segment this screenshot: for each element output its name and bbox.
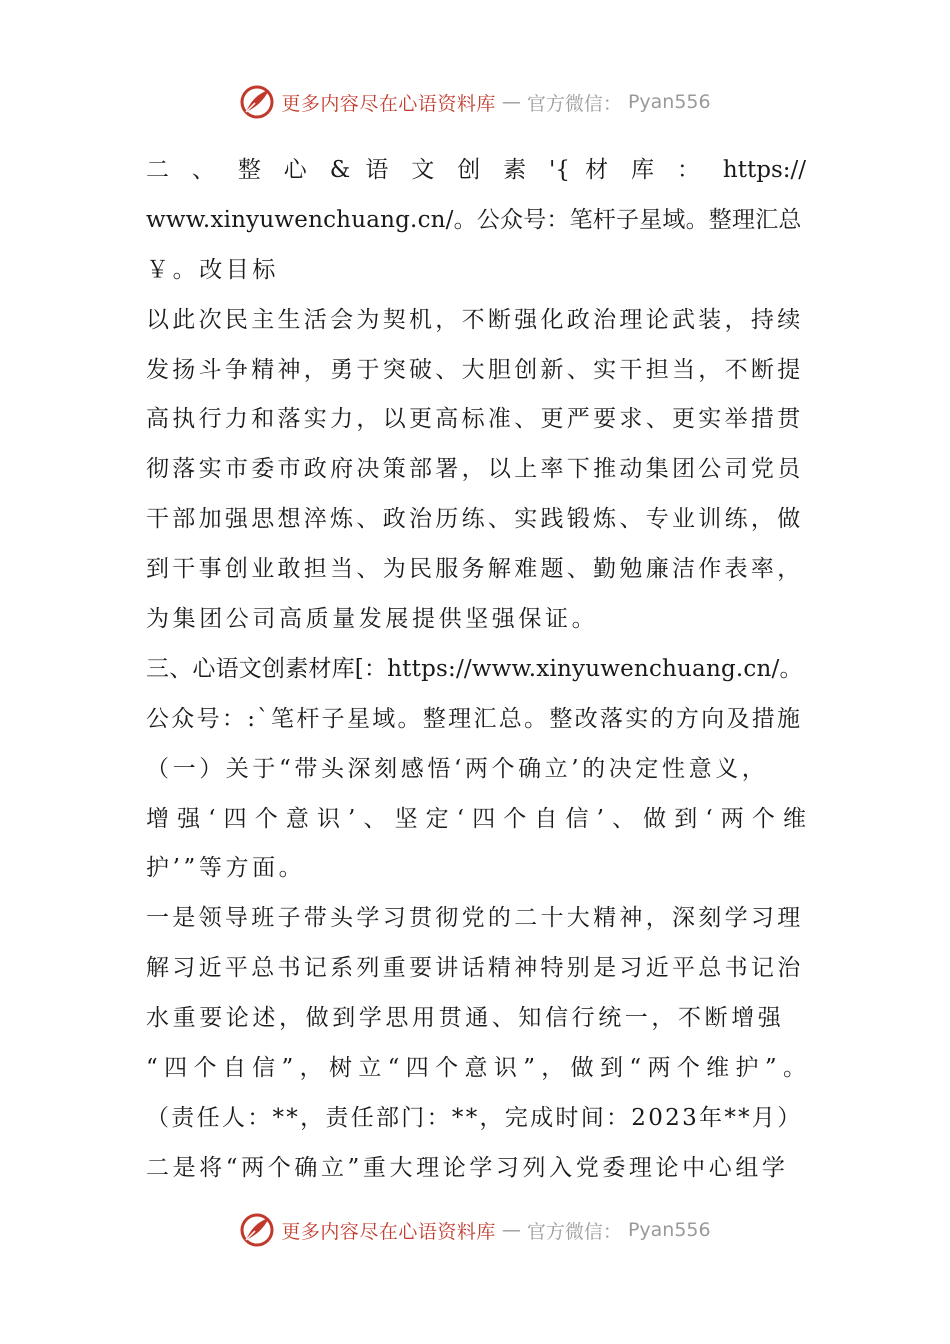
body-line-15: 护’”等方面。 — [146, 855, 306, 882]
header-wechat-id: Pyan556 — [627, 91, 711, 113]
body-line-12: 公众号：:`笔杆子星域。整理汇总。整改落实的方向及措施 — [146, 705, 803, 732]
document-body — [146, 146, 806, 1194]
body-line-19: “四个自信”，树立“四个意识”，做到“两个维护”。 — [146, 1055, 806, 1082]
body-line-3: ￥。改目标 — [146, 256, 279, 283]
body-line-16: 一是领导班子带头学习贯彻党的二十大精神，深刻学习理 — [146, 905, 804, 932]
footer-brand-text: 更多内容尽在心语资料库 — [281, 1220, 496, 1243]
quill-logo-icon — [239, 84, 275, 120]
body-line-13: （一）关于“带头深刻感悟‘两个确立’的决定性意义， — [146, 755, 769, 782]
header-banner — [0, 82, 950, 122]
body-line-14: 增强‘四个意识’、坚定‘四个自信’、做到‘两个维 — [146, 805, 806, 832]
body-line-6: 高执行力和落实力，以更高标准、更严要求、更实举措贯 — [146, 406, 804, 433]
body-line-7: 彻落实市委市政府决策部署，以上率下推动集团公司党员 — [146, 456, 804, 483]
header-brand-text: 更多内容尽在心语资料库 — [281, 92, 496, 115]
body-line-11: 三、心语文创素材库[：https://www.xinyuwenchuang.cn/。 — [146, 655, 803, 682]
body-line-1: 二 、 整 心 & 语 文 创 素 '{ 材 库 ： https:// — [146, 157, 806, 183]
header-wechat-label: 官方微信： — [526, 92, 622, 115]
body-line-17: 解习近平总书记系列重要讲话精神特别是习近平总书记治 — [146, 955, 804, 982]
body-line-5: 发扬斗争精神，勇于突破、大胆创新、实干担当，不断提 — [146, 356, 804, 383]
footer-wechat-id: Pyan556 — [627, 1219, 711, 1241]
body-line-21: 二是将“两个确立”重大理论学习列入党委理论中心组学 — [146, 1154, 789, 1181]
body-line-9: 到干事创业敢担当、为民服务解难题、勤勉廉洁作表率， — [146, 556, 804, 583]
body-line-4: 以此次民主生活会为契机，不断强化政治理论武装，持续 — [146, 306, 804, 333]
body-line-18: 水重要论述，做到学思用贯通、知信行统一，不断增强 — [146, 1005, 785, 1032]
header-dash: — — [501, 91, 521, 113]
footer-wechat-label: 官方微信： — [526, 1220, 622, 1243]
footer-dash: — — [501, 1219, 521, 1241]
body-line-8: 干部加强思想淬炼、政治历练、实践锻炼、专业训练，做 — [146, 506, 804, 533]
footer-banner — [0, 1210, 950, 1250]
body-line-20: （责任人：**，责任部门：**，完成时间：2023年**月） — [146, 1104, 803, 1131]
body-line-2: www.xinyuwenchuang.cn/。公众号：笔杆子星域。整理汇总 — [146, 206, 802, 233]
quill-logo-icon — [239, 1212, 275, 1248]
body-line-10: 为集团公司高质量发展提供坚强保证。 — [146, 606, 599, 633]
